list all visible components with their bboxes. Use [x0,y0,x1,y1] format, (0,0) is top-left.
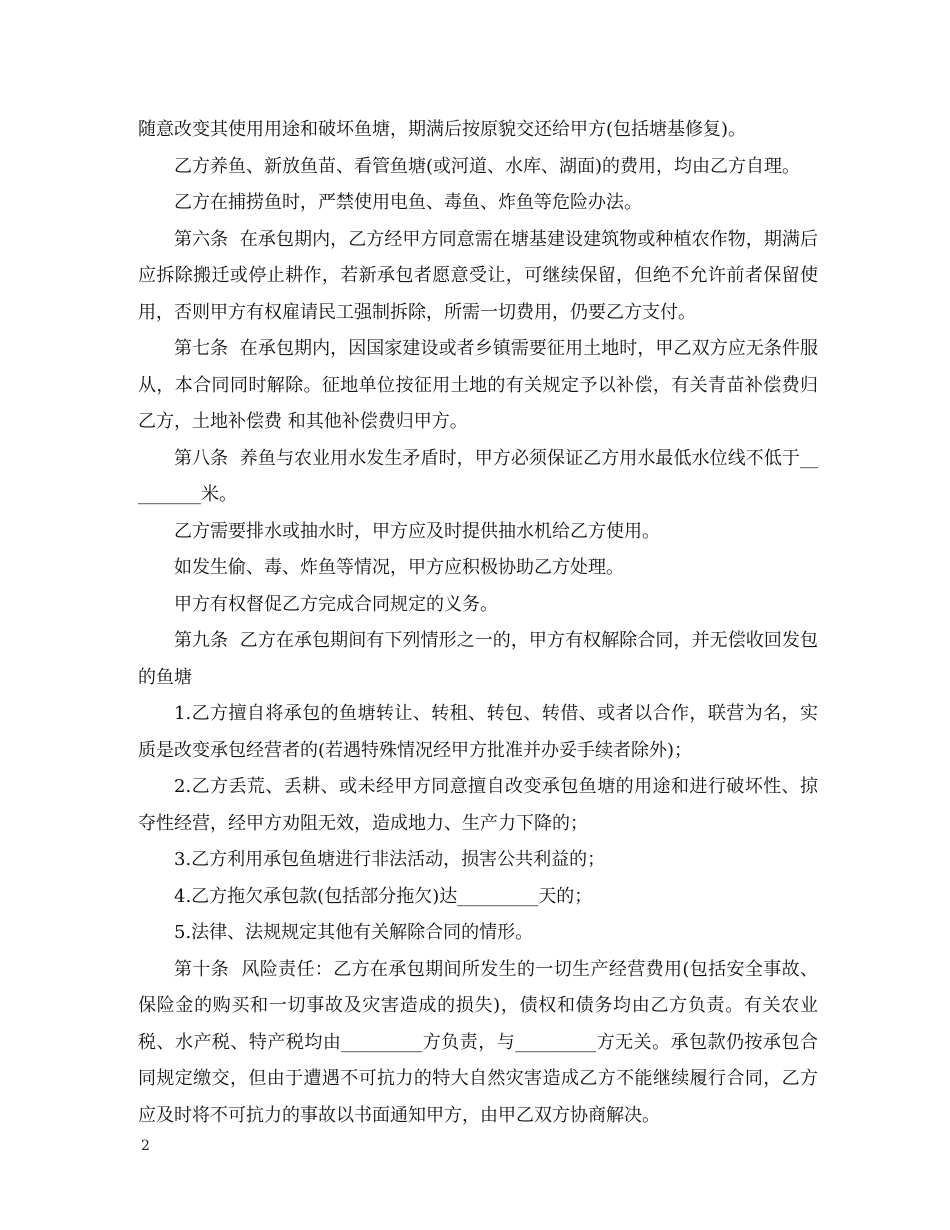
article-7: 第七条 在承包期内，因国家建设或者乡镇需要征用土地时，甲乙双方应无条件服从，本合同同时解除。征地单位按征用土地的有关规定予以补偿，有关青苗补偿费归乙方，土地补偿费 和其他补偿费归甲方。 [138,338,818,432]
article-9-item-5: 5.法律、法规规定其他有关解除合同的情形。 [174,922,534,943]
paragraph-7: 乙方需要排水或抽水时，甲方应及时提供抽水机给乙方使用。 [174,520,660,542]
article-10: 第十条 风险责任：乙方在承包期间所发生的一切生产经营费用(包括安全事故、保险金的购买和一切事故及灾害造成的损失)，债权和债务均由乙方负责。有关农业税、水产税、特产税均由_________方负责，与_________方无关。承包款仍按承包合同规定缴交，但由于遭遇不可抗力的特大自然灾害造成乙方不能继续履行合同，乙方应及时将不可抗力的事故以书面通知甲方，由甲乙双方协商解决。 [138,958,818,1126]
article-6: 第六条 在承包期内，乙方经甲方同意需在塘基建设建筑物或种植农作物，期满后应拆除搬迁或停止耕作，若新承包者愿意受让，可继续保留，但绝不允许前者保留使用，否则甲方有权雇请民工强制拆除，所需一切费用，仍要乙方支付。 [138,228,818,323]
article-9-item-2: 2.乙方丢荒、丢耕、或未经甲方同意擅自改变承包鱼塘的用途和进行破坏性、掠夺性经营，经甲方劝阻无效，造成地力、生产力下降的； [138,776,818,834]
document-body [138,112,818,1134]
paragraph-2: 乙方养鱼、新放鱼苗、看管鱼塘(或河道、水库、湖面)的费用，均由乙方自理。 [174,155,801,177]
paragraph-8: 如发生偷、毒、炸鱼等情况，甲方应积极协助乙方处理。 [174,557,624,578]
paragraph-1: 随意改变其使用用途和破坏鱼塘，期满后按原貌交还给甲方(包括塘基修复)。 [138,119,747,140]
article-9-item-3: 3.乙方利用承包鱼塘进行非法活动，损害公共利益的； [174,849,606,870]
article-8: 第八条 养鱼与农业用水发生矛盾时，甲方必须保证乙方用水最低水位线不低于_________米。 [138,447,818,505]
article-9-item-4: 4.乙方拖欠承包款(包括部分拖欠)达_________天的； [174,885,593,907]
article-9-item-1: 1.乙方擅自将承包的鱼塘转让、转租、转包、转借、或者以合作，联营为名，实质是改变承包经营者的(若遇特殊情况经甲方批准并办妥手续者除外)； [138,703,818,761]
article-9: 第九条 乙方在承包期间有下列情形之一的，甲方有权解除合同，并无偿收回发包的鱼塘 [138,630,818,688]
paragraph-9: 甲方有权督促乙方完成合同规定的义务。 [174,593,498,615]
page-number: 2 [141,1138,150,1154]
paragraph-3: 乙方在捕捞鱼时，严禁使用电鱼、毒鱼、炸鱼等危险办法。 [174,192,642,213]
